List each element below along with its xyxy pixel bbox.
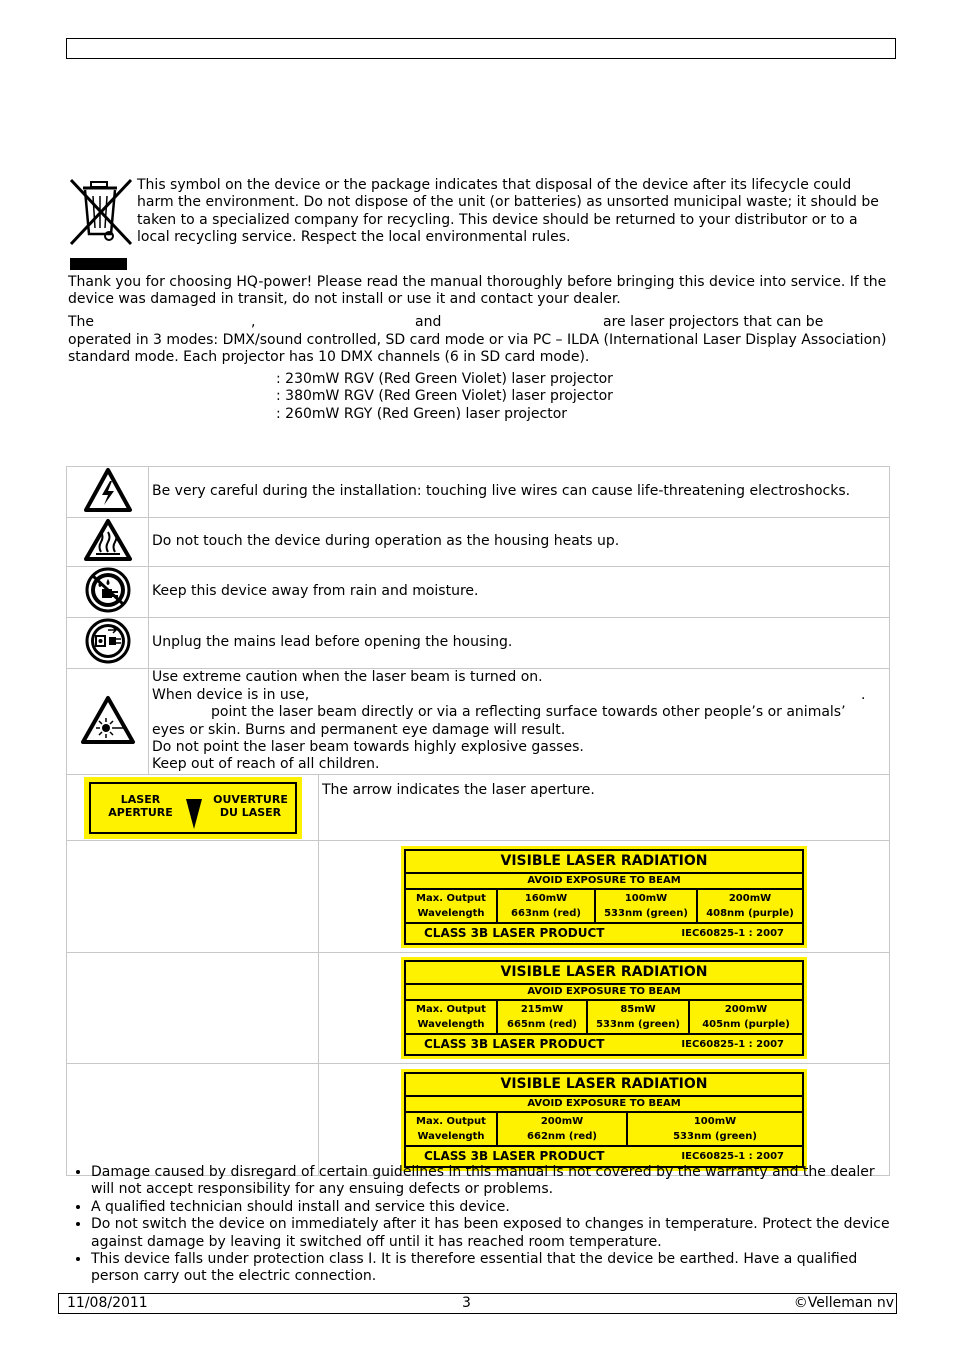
label-col [498, 1001, 588, 1033]
laser-label-row [67, 953, 890, 1064]
aperture-label-en-line: LASER [120, 792, 161, 806]
label-wavelength: Wavelength [417, 1019, 485, 1030]
label-row-head [406, 890, 498, 922]
footer-page-number: 3 [462, 1295, 471, 1311]
intro-desc-tail: are laser projectors that can be [603, 314, 824, 330]
laser-warning-label [401, 846, 807, 948]
laser-warning-label [401, 957, 807, 1059]
laser-line: eyes or skin. Burns and permanent eye damage will result. [152, 721, 566, 738]
label-power: 100mW [693, 1115, 737, 1127]
laser-caution-text [149, 669, 890, 775]
laser-label-cell [319, 953, 890, 1064]
safety-icon-cell [67, 467, 149, 518]
label-col [628, 1113, 802, 1145]
model-item: : 230mW RGV (Red Green Violet) laser projector [276, 371, 613, 387]
intro-section [68, 274, 888, 309]
label-subtitle: AVOID EXPOSURE TO BEAM [406, 874, 802, 890]
safety-text: Do not touch the device during operation as the housing heats up. [149, 518, 890, 567]
intro-and: and [415, 314, 442, 330]
laser-line: point the laser beam directly or via a reflecting surface towards other people’s or animals’ [211, 704, 846, 721]
redacted-heading-bar [70, 258, 127, 270]
label-power: 160mW [524, 892, 568, 904]
intro-thanks: Thank you for choosing HQ-power! Please read the manual thoroughly before bringing this device into service. If the device was damaged in transit, do not install or use it and contact your dealer. [68, 274, 887, 308]
safety-text: Unplug the mains lead before opening the housing. [149, 618, 890, 669]
label-power: 200mW [728, 892, 772, 904]
label-power: 200mW [724, 1004, 768, 1015]
laser-line-group [152, 687, 889, 704]
safety-row-laser [67, 669, 890, 775]
intro-the: The [68, 314, 95, 330]
safety-row [67, 567, 890, 618]
label-col [698, 890, 802, 922]
safety-text: Keep this device away from rain and moisture. [149, 567, 890, 618]
aperture-label-fr-line: OUVERTURE [213, 792, 288, 806]
label-class: CLASS 3B LASER PRODUCT [424, 925, 605, 940]
laser-line: Do not point the laser beam towards highly explosive gasses. [152, 738, 584, 755]
guideline-item: • A qualified technician should install and service this device. [91, 1199, 891, 1216]
label-standard: IEC60825-1 : 2007 [681, 1039, 784, 1050]
disposal-text [137, 177, 887, 247]
label-spec-grid [406, 1113, 802, 1147]
guideline-item: • This device falls under protection class I. It is therefore essential that the device be earthed. Have a qualified person carry out the electric connection. [91, 1251, 891, 1286]
label-col [596, 890, 698, 922]
label-row-head [406, 1113, 498, 1145]
electric-shock-warning-icon [83, 501, 133, 517]
label-power: 215mW [520, 1004, 564, 1015]
label-class: CLASS 3B LASER PRODUCT [424, 1037, 605, 1051]
guideline-item: • Damage caused by disregard of certain guidelines in this manual is not covered by the warranty and the dealer will not accept responsibility for any ensuing defects or problems. [91, 1164, 891, 1199]
label-wavelength: Wavelength [417, 1130, 485, 1142]
intro-desc-rest: operated in 3 modes: DMX/sound controlled, SD card mode or via PC – ILDA (International Laser Display Association) standard mode. Each projector has 10 DMX channels (6 in SD card mode). [68, 332, 887, 366]
label-nm: 405nm (purple) [702, 1019, 790, 1030]
model-list [276, 371, 776, 423]
label-standard: IEC60825-1 : 2007 [681, 927, 784, 939]
hot-surface-warning-icon [83, 550, 133, 566]
page-footer [58, 1293, 897, 1314]
model-cell [67, 953, 319, 1064]
aperture-label-cell [67, 775, 319, 841]
safety-row [67, 518, 890, 567]
label-footer [406, 1035, 802, 1054]
laser-label-row [67, 841, 890, 953]
label-max-output: Max. Output [416, 892, 486, 904]
model-item: : 380mW RGV (Red Green Violet) laser projector [276, 388, 613, 405]
label-title: VISIBLE LASER RADIATION [406, 962, 802, 985]
weee-bin-icon [69, 178, 133, 246]
label-spec-grid [406, 890, 802, 924]
label-col [690, 1001, 802, 1033]
laser-line: Use extreme caution when the laser beam is turned on. [152, 669, 543, 686]
label-nm: 533nm (green) [596, 1019, 680, 1030]
safety-table [66, 466, 890, 1176]
footer-copyright: ©Velleman nv [793, 1295, 894, 1311]
aperture-label-fr [208, 793, 294, 819]
label-nm: 665nm (red) [507, 1019, 577, 1030]
label-nm: 662nm (red) [527, 1130, 597, 1142]
label-footer [406, 924, 802, 943]
model-item: : 260mW RGY (Red Green) laser projector [276, 405, 568, 422]
laser-line-period: . [861, 686, 866, 703]
laser-aperture-sticker [84, 777, 302, 839]
label-max-output: Max. Output [416, 1004, 486, 1015]
model-cell [67, 841, 319, 953]
label-spec-grid [406, 1001, 802, 1035]
label-row-head [406, 1001, 498, 1033]
label-col [588, 1001, 690, 1033]
laser-warning-label [401, 1069, 807, 1171]
safety-row [67, 467, 890, 518]
aperture-label-en-line: APERTURE [108, 805, 173, 819]
label-nm: 408nm (purple) [706, 907, 794, 919]
safety-icon-cell [67, 618, 149, 669]
safety-icon-cell [67, 518, 149, 567]
aperture-text: The arrow indicates the laser aperture. [319, 775, 890, 841]
safety-row-aperture [67, 775, 890, 841]
label-standard: IEC60825-1 : 2007 [681, 1150, 784, 1162]
label-class: CLASS 3B LASER PRODUCT [424, 1148, 605, 1163]
footer-date: 11/08/2011 [67, 1295, 148, 1311]
label-col [498, 890, 596, 922]
guideline-item: • Do not switch the device on immediately after it has been exposed to changes in temperature. Protect the device against damage by leaving it switched off until it has reached room temperature. [91, 1216, 891, 1251]
laser-line: When device is in use, [152, 686, 310, 703]
safety-icon-cell [67, 567, 149, 618]
disposal-paragraph: This symbol on the device or the package indicates that disposal of the device after its lifecycle could harm the environment. Do not dispose of the unit (or batteries) as unsorted municipal waste; it should be taken to a specialized company for recycling. This device should be returned to your distributor or to a local recycling service. Respect the local environmental rules. [137, 177, 879, 246]
header-box [66, 38, 896, 59]
safety-icon-cell [67, 669, 149, 775]
label-subtitle: AVOID EXPOSURE TO BEAM [406, 985, 802, 1001]
label-footer [406, 1147, 802, 1166]
label-wavelength: Wavelength [417, 907, 485, 919]
laser-line: Keep out of reach of all children. [152, 756, 380, 773]
label-power: 200mW [540, 1115, 584, 1127]
keep-dry-icon [84, 601, 132, 617]
label-power: 100mW [624, 892, 668, 904]
label-subtitle: AVOID EXPOSURE TO BEAM [406, 1097, 802, 1113]
safety-row [67, 618, 890, 669]
label-nm: 533nm (green) [673, 1130, 757, 1142]
label-col [498, 1113, 628, 1145]
label-max-output: Max. Output [416, 1115, 486, 1127]
label-nm: 663nm (red) [511, 907, 581, 919]
down-arrow-icon [184, 797, 204, 831]
laser-label-cell [319, 841, 890, 953]
aperture-label-fr-line: DU LASER [219, 805, 282, 819]
aperture-label-en [106, 793, 176, 819]
laser-label-cell [319, 1064, 890, 1176]
label-power: 85mW [620, 1004, 656, 1015]
laser-radiation-warning-icon [80, 733, 136, 749]
intro-comma: , [251, 314, 256, 330]
label-title: VISIBLE LASER RADIATION [406, 1074, 802, 1097]
unplug-mains-icon [84, 652, 132, 668]
label-title: VISIBLE LASER RADIATION [406, 851, 802, 874]
guidelines-list [66, 1164, 891, 1286]
laser-label-row [67, 1064, 890, 1176]
intro-product-line [68, 314, 888, 332]
safety-text: Be very careful during the installation: touching live wires can cause life-threatening electroshocks. [149, 467, 890, 518]
label-nm: 533nm (green) [604, 907, 688, 919]
intro-desc [68, 332, 888, 367]
model-cell [67, 1064, 319, 1176]
